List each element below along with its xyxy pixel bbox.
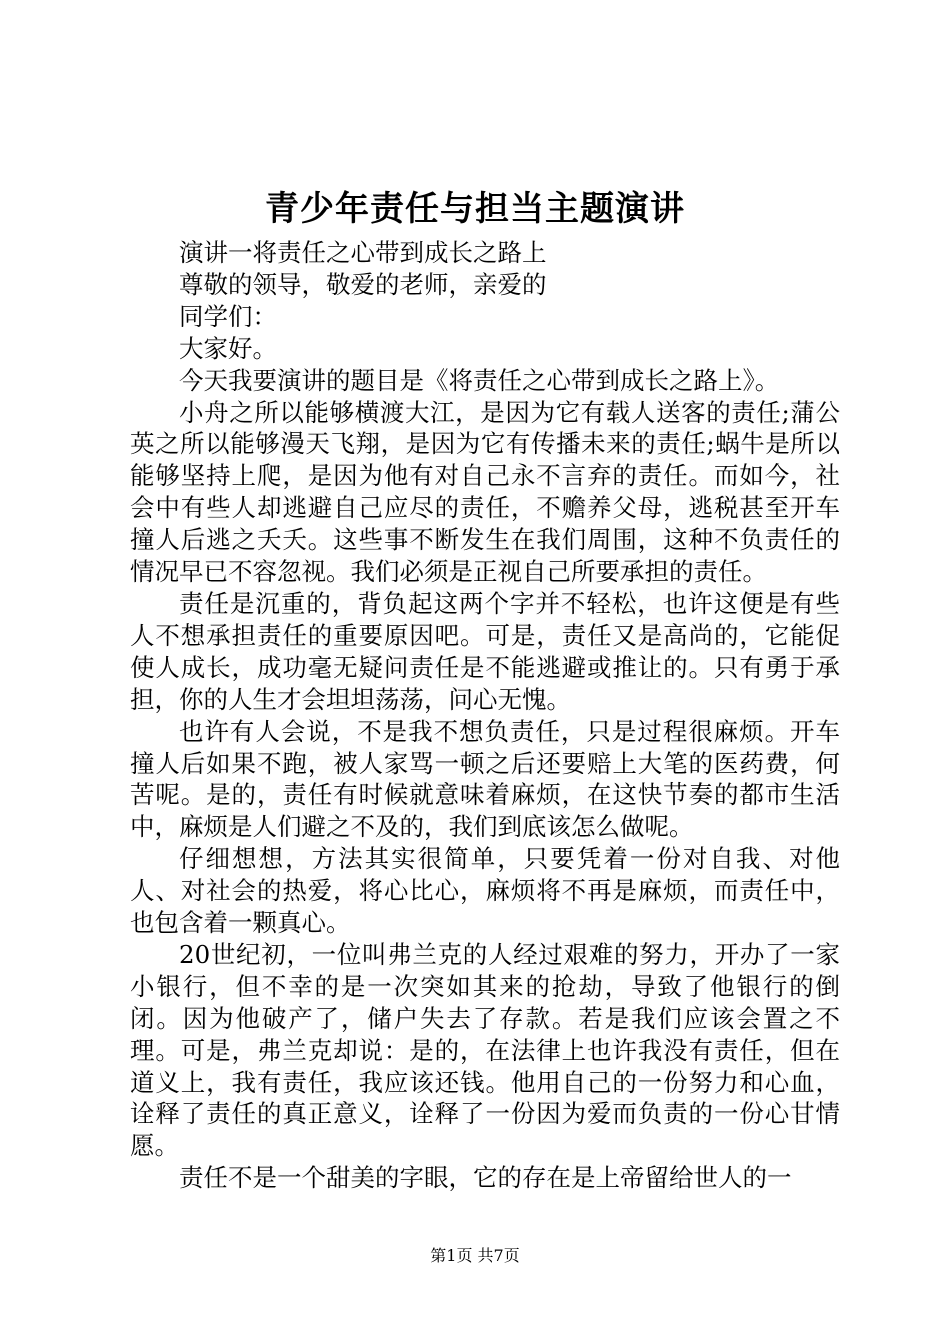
paragraph: 20世纪初，一位叫弗兰克的人经过艰难的努力，开办了一家小银行，但不幸的是一次突如其来的抢劫，导致了他银行的倒闭。因为他破产了，储户失去了存款。若是我们应该会置之不理。可是，弗兰克却说：是的，在法律上也许我没有责任，但在道义上，我有责任，我应该还钱。他用自己的一份努力和心血，诠释了责任的真正意义，诠释了一份因为爱而负责的一份心甘情愿。 <box>130 939 840 1161</box>
greeting: 大家好。 <box>179 333 277 363</box>
paragraph: 仔细想想，方法其实很简单，只要凭着一份对自我、对他人、对社会的热爱，将心比心，麻烦将不再是麻烦，而责任中，也包含着一颗真心。 <box>130 844 840 938</box>
document-title: 青少年责任与担当主题演讲 <box>265 189 685 229</box>
document-body <box>130 237 840 1194</box>
speech-subtitle: 演讲一将责任之心带到成长之路上 <box>179 238 547 267</box>
salutation-line: 尊敬的领导，敬爱的老师，亲爱的 <box>179 269 547 299</box>
page-indicator: 第1页 共7页 <box>430 1246 520 1265</box>
paragraph: 小舟之所以能够横渡大江，是因为它有载人送客的责任;蒲公英之所以能够漫天飞翔，是因为它有传播未来的责任;蜗牛是所以能够坚持上爬，是因为他有对自己永不言弃的责任。而如今，社会中有些人却逃避自己应尽的责任，不赡养父母，逃税甚至开车撞人后逃之夭夭。这些事不断发生在我们周围，这种不负责任的情况早已不容忽视。我们必须是正视自己所要承担的责任。 <box>130 397 840 587</box>
paragraph: 也许有人会说，不是我不想负责任，只是过程很麻烦。开车撞人后如果不跑，被人家骂一顿之后还要赔上大笔的医药费，何苦呢。是的，责任有时候就意味着麻烦，在这快节奏的都市生活中，麻烦是人们避之不及的，我们到底该怎么做呢。 <box>130 716 840 842</box>
paragraph: 责任不是一个甜美的字眼，它的存在是上帝留给世人的一 <box>179 1163 792 1193</box>
paragraph: 今天我要演讲的题目是《将责任之心带到成长之路上》。 <box>179 365 780 395</box>
paragraph: 责任是沉重的，背负起这两个字并不轻松，也许这便是有些人不想承担责任的重要原因吧。可是，责任又是高尚的，它能促使人成长，成功毫无疑问责任是不能逃避或推让的。只有勇于承担，你的人生才会坦坦荡荡，问心无愧。 <box>130 588 840 714</box>
salutation-line: 同学们： <box>179 301 277 331</box>
